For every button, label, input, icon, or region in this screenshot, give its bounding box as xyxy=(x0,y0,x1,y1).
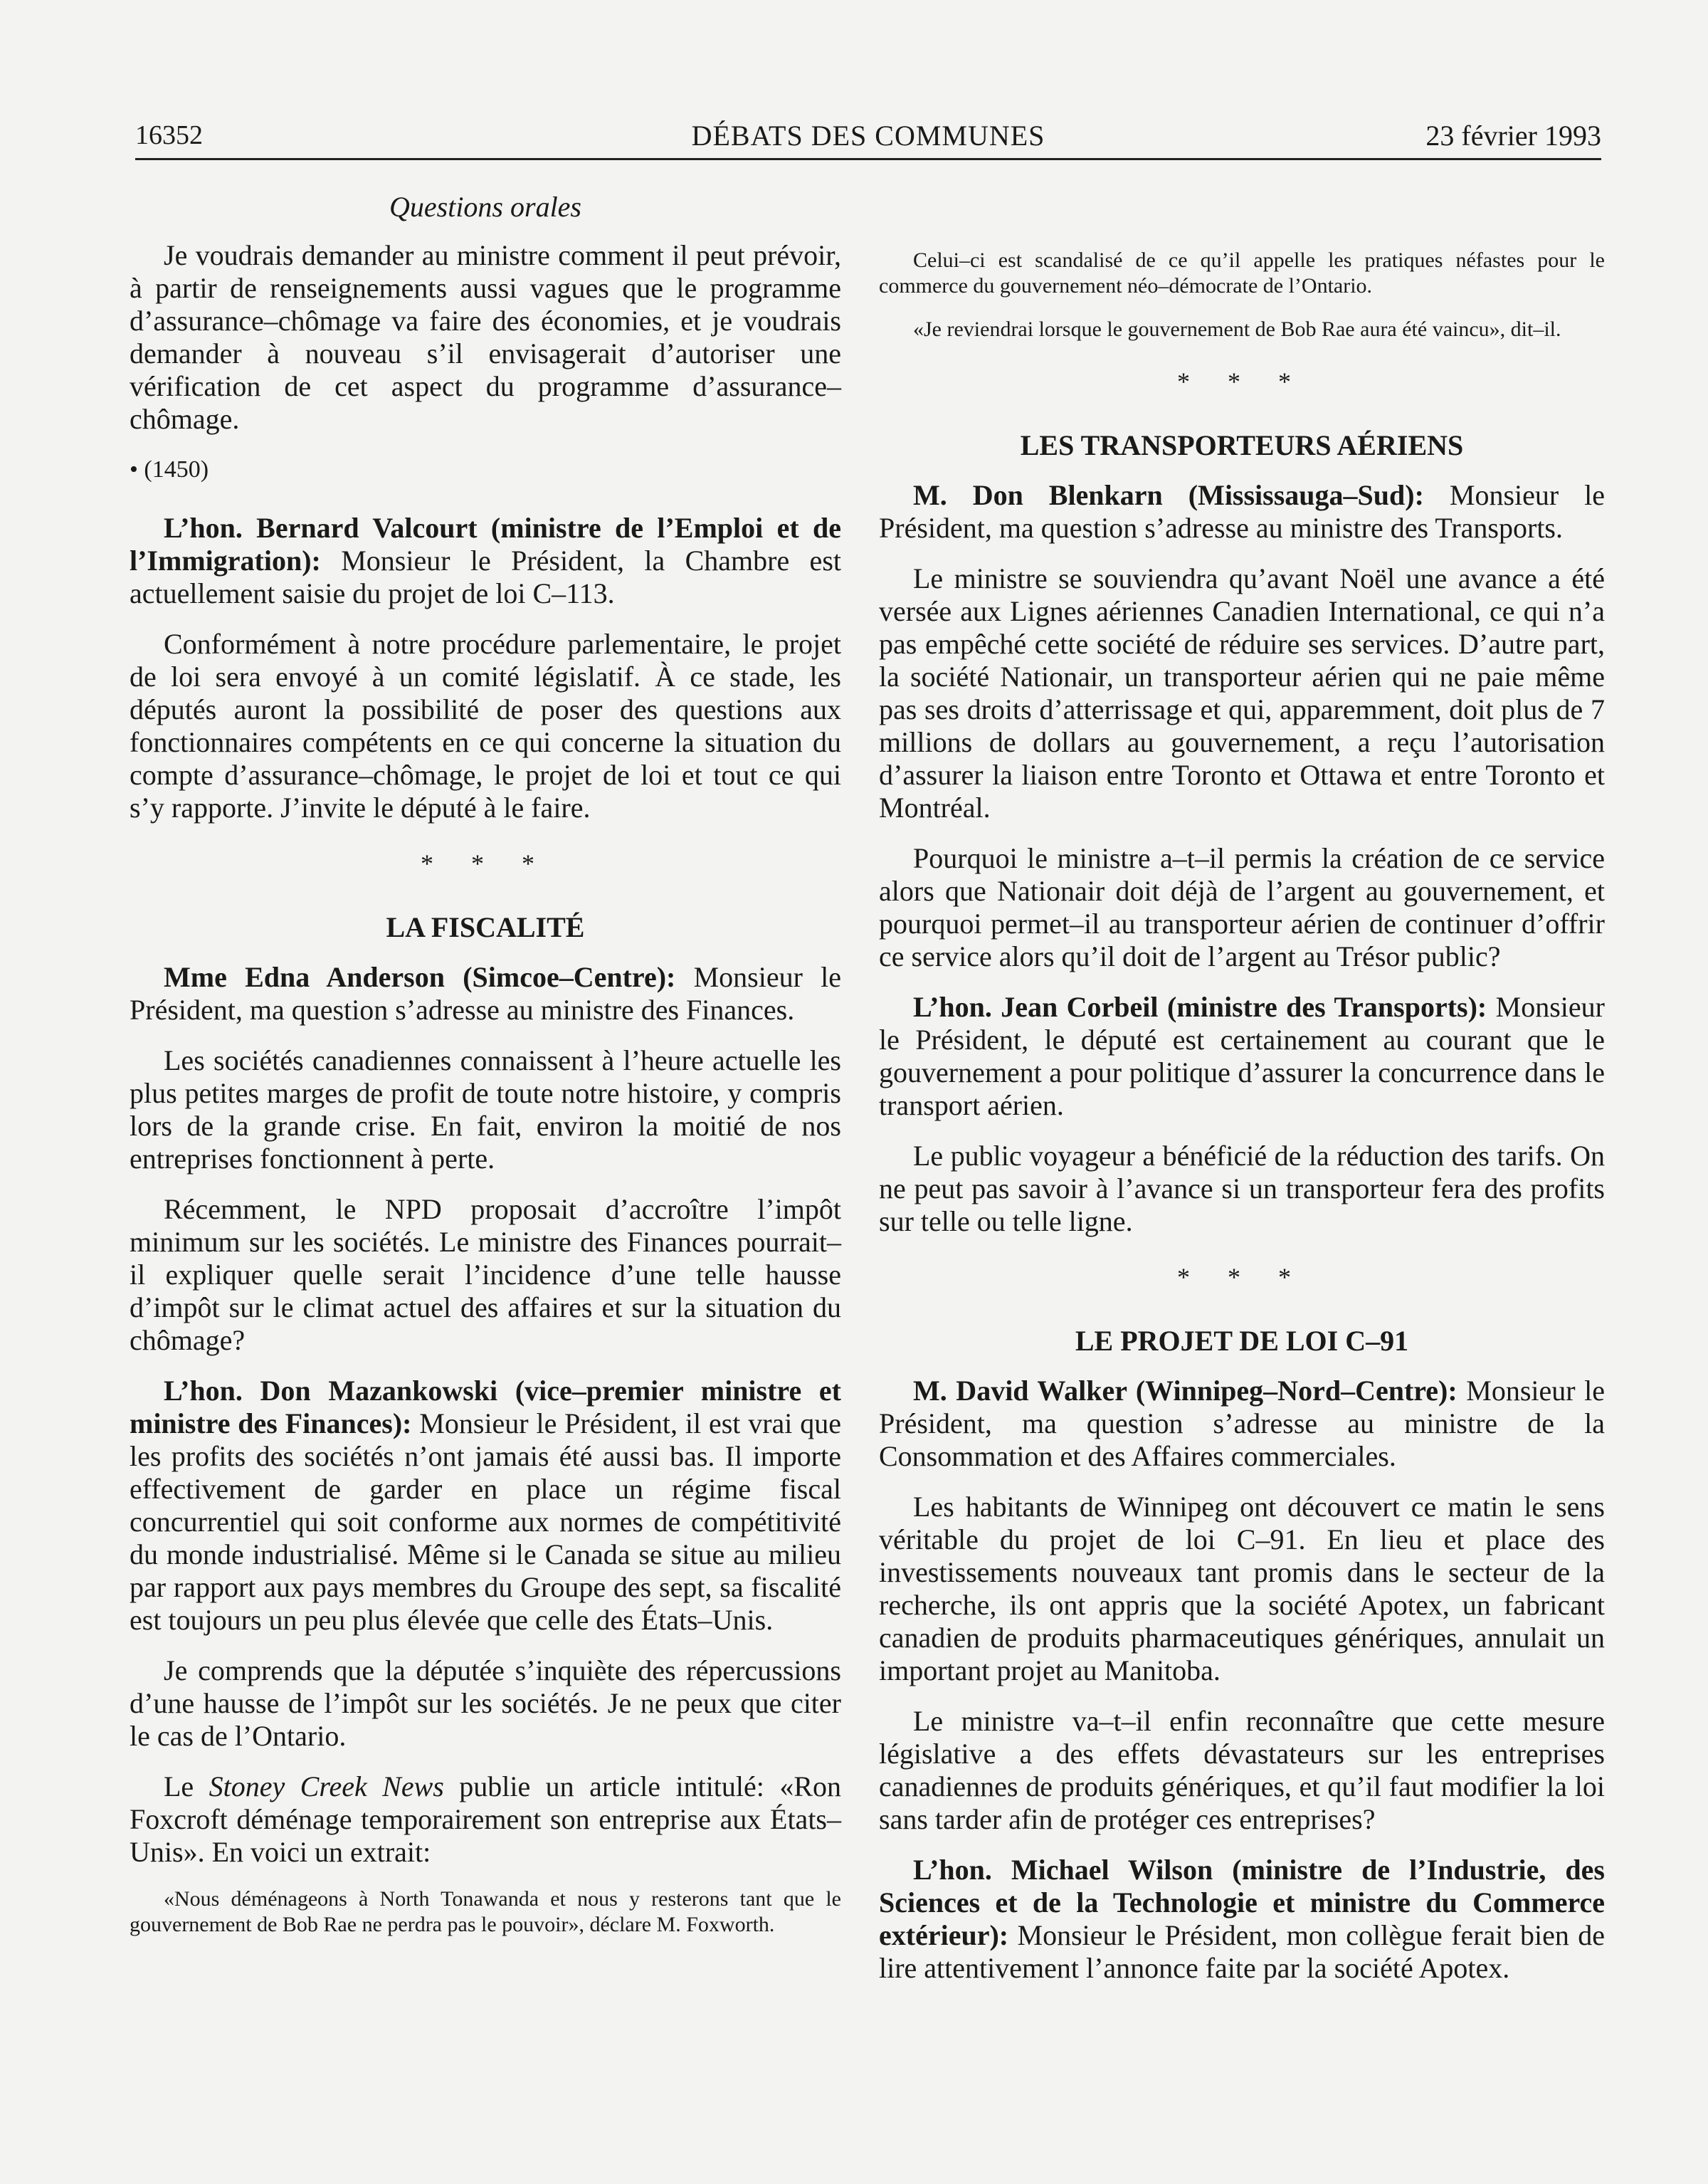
paragraph xyxy=(879,479,1605,545)
right-column xyxy=(879,191,1605,2002)
section-heading: LES TRANSPORTEURS AÉRIENS xyxy=(1020,429,1464,461)
paragraph: Conformément à notre procédure parlementaire, le projet de loi sera envoyé à un comité législatif. À ce stade, les députés auront la possibilité de poser des questions aux fonctionnaires compétents en ce qui concerne la situation du compte d’assurance–chômage, le projet de loi et tout ce qui s’y rapporte. J’invite le député à le faire. xyxy=(130,628,841,824)
section-label: Questions orales xyxy=(389,191,581,223)
section-divider: * * * xyxy=(1177,367,1307,396)
speech-text: publie un article intitulé: «Ron Foxcroft déménage temporairement son entreprise aux États–Unis». En voici un extrait: xyxy=(130,1770,842,1868)
speaker-name: Mme Edna Anderson (Simcoe–Centre): xyxy=(164,961,676,993)
speech-text: Monsieur le Président, ma question s’adresse au ministre des Finances. xyxy=(130,961,841,1026)
paragraph xyxy=(130,961,841,1027)
speech-text: Monsieur le Président, ma question s’adresse au ministre de la Consommation et des Affaires commerciales. xyxy=(879,1375,1605,1472)
publication-name: Stoney Creek News xyxy=(209,1770,444,1802)
speech-text: Monsieur le Président, mon collègue ferait bien de lire attentivement l’annonce faite par la société Apotex. xyxy=(879,1919,1605,1984)
time-marker: • (1450) xyxy=(130,456,209,483)
paragraph: Les sociétés canadiennes connaissent à l’heure actuelle les plus petites marges de profit de toute notre histoire, y compris lors de la grande crise. En fait, environ la moitié de nos entreprises fonctionnent à perte. xyxy=(130,1044,841,1175)
publication-title: DÉBATS DES COMMUNES xyxy=(691,120,1045,152)
paragraph xyxy=(130,1770,841,1869)
paragraph: Je voudrais demander au ministre comment il peut prévoir, à partir de renseignements aussi vagues que le programme d’assurance–chômage va faire des économies, et je voudrais demander à nouveau s’il envisagerait d’autoriser une vérification de cet aspect du programme d’assurance–chômage. xyxy=(130,239,841,435)
block-quote: Celui–ci est scandalisé de ce qu’il appelle les pratiques néfastes pour le commerce du gouvernement néo–démocrate de l’Ontario. xyxy=(879,248,1605,298)
publication-date: 23 février 1993 xyxy=(1425,120,1601,152)
speech-text: Monsieur le Président, la Chambre est actuellement saisie du projet de loi C–113. xyxy=(130,545,841,609)
paragraph xyxy=(130,1375,841,1637)
paragraph xyxy=(879,1854,1605,1985)
speech-text: Monsieur le Président, il est vrai que les profits des sociétés n’ont jamais été aussi bas. Il importe effectivement de garder en place un régime fiscal concurrentiel qui soit conforme aux normes de compétitivité du monde industrialisé. Même si le Canada se situe au milieu par rapport aux pays membres du Groupe des sept, sa fiscalité est toujours un peu plus élevée que celle des États–Unis. xyxy=(130,1407,841,1636)
block-quote: «Je reviendrai lorsque le gouvernement de Bob Rae aura été vaincu», dit–il. xyxy=(913,317,1561,341)
speaker-name: M. Don Blenkarn (Mississauga–Sud): xyxy=(913,479,1424,511)
paragraph xyxy=(879,1375,1605,1473)
paragraph xyxy=(879,991,1605,1122)
speaker-name: L’hon. Jean Corbeil (ministre des Transports): xyxy=(913,991,1487,1023)
section-heading: LE PROJET DE LOI C–91 xyxy=(1075,1325,1409,1357)
paragraph: Récemment, le NPD proposait d’accroître l’impôt minimum sur les sociétés. Le ministre des Finances pourrait–il expliquer quelle serait l’incidence d’une telle hausse d’impôt sur le climat actuel des affaires et sur la situation du chômage? xyxy=(130,1193,841,1356)
section-heading: LA FISCALITÉ xyxy=(386,911,585,943)
speaker-name: L’hon. Don Mazankowski (vice–premier ministre et ministre des Finances): xyxy=(130,1375,841,1439)
page-number: 16352 xyxy=(135,120,203,150)
section-divider: * * * xyxy=(421,849,550,878)
paragraph xyxy=(130,512,841,610)
left-column xyxy=(130,191,841,1955)
paragraph: Le ministre va–t–il enfin reconnaître que cette mesure législative a des effets dévastateurs sur les entreprises canadiennes de produits génériques, et qu’il faut modifier la loi sans tarder afin de protéger ces entreprises? xyxy=(879,1705,1605,1835)
speech-text: Le xyxy=(164,1770,209,1802)
paragraph: Pourquoi le ministre a–t–il permis la création de ce service alors que Nationair doit déjà de l’argent au gouvernement, et pourquoi permet–il au transporteur aérien de continuer d’offrir ce service alors qu’il doit de l’argent au Trésor public? xyxy=(879,842,1605,972)
speech-text: Monsieur le Président, ma question s’adresse au ministre des Transports. xyxy=(879,479,1605,544)
paragraph: Je comprends que la députée s’inquiète des répercussions d’une hausse de l’impôt sur les sociétés. Je ne peux que citer le cas de l’Ontario. xyxy=(130,1654,841,1752)
speaker-name: L’hon. Michael Wilson (ministre de l’Industrie, des Sciences et de la Technologie et ministre du Commerce extérieur): xyxy=(879,1854,1605,1951)
speaker-name: L’hon. Bernard Valcourt (ministre de l’Emploi et de l’Immigration): xyxy=(130,512,841,577)
speech-text: Monsieur le Président, le député est certainement au courant que le gouvernement a pour politique d’assurer la concurrence dans le transport aérien. xyxy=(879,991,1605,1121)
paragraph: Le public voyageur a bénéficié de la réduction des tarifs. On ne peut pas savoir à l’avance si un transporteur fera des profits sur telle ou telle ligne. xyxy=(879,1140,1605,1237)
paragraph: Les habitants de Winnipeg ont découvert ce matin le sens véritable du projet de loi C–91. En lieu et place des investissements nouveaux tant promis dans le secteur de la recherche, ils ont appris que la société Apotex, un fabricant canadien de produits pharmaceutiques génériques, annulait un important projet au Manitoba. xyxy=(879,1491,1605,1686)
speaker-name: M. David Walker (Winnipeg–Nord–Centre): xyxy=(913,1375,1457,1407)
page-header xyxy=(135,114,1601,160)
section-divider: * * * xyxy=(1177,1263,1307,1291)
paragraph: Le ministre se souviendra qu’avant Noël une avance a été versée aux Lignes aériennes Canadien International, ce qui n’a pas empêché cette société de réduire ses services. D’autre part, la société Nationair, un transporteur aérien qui ne paie même pas ses droits d’atterrissage et qui, apparemment, doit plus de 7 millions de dollars au gouvernement, a reçu l’autorisation d’assurer la liaison entre Toronto et Ottawa et entre Toronto et Montréal. xyxy=(879,562,1605,824)
block-quote: «Nous déménageons à North Tonawanda et nous y resterons tant que le gouvernement de Bob Rae ne perdra pas le pouvoir», déclare M. Foxworth. xyxy=(130,1887,841,1936)
